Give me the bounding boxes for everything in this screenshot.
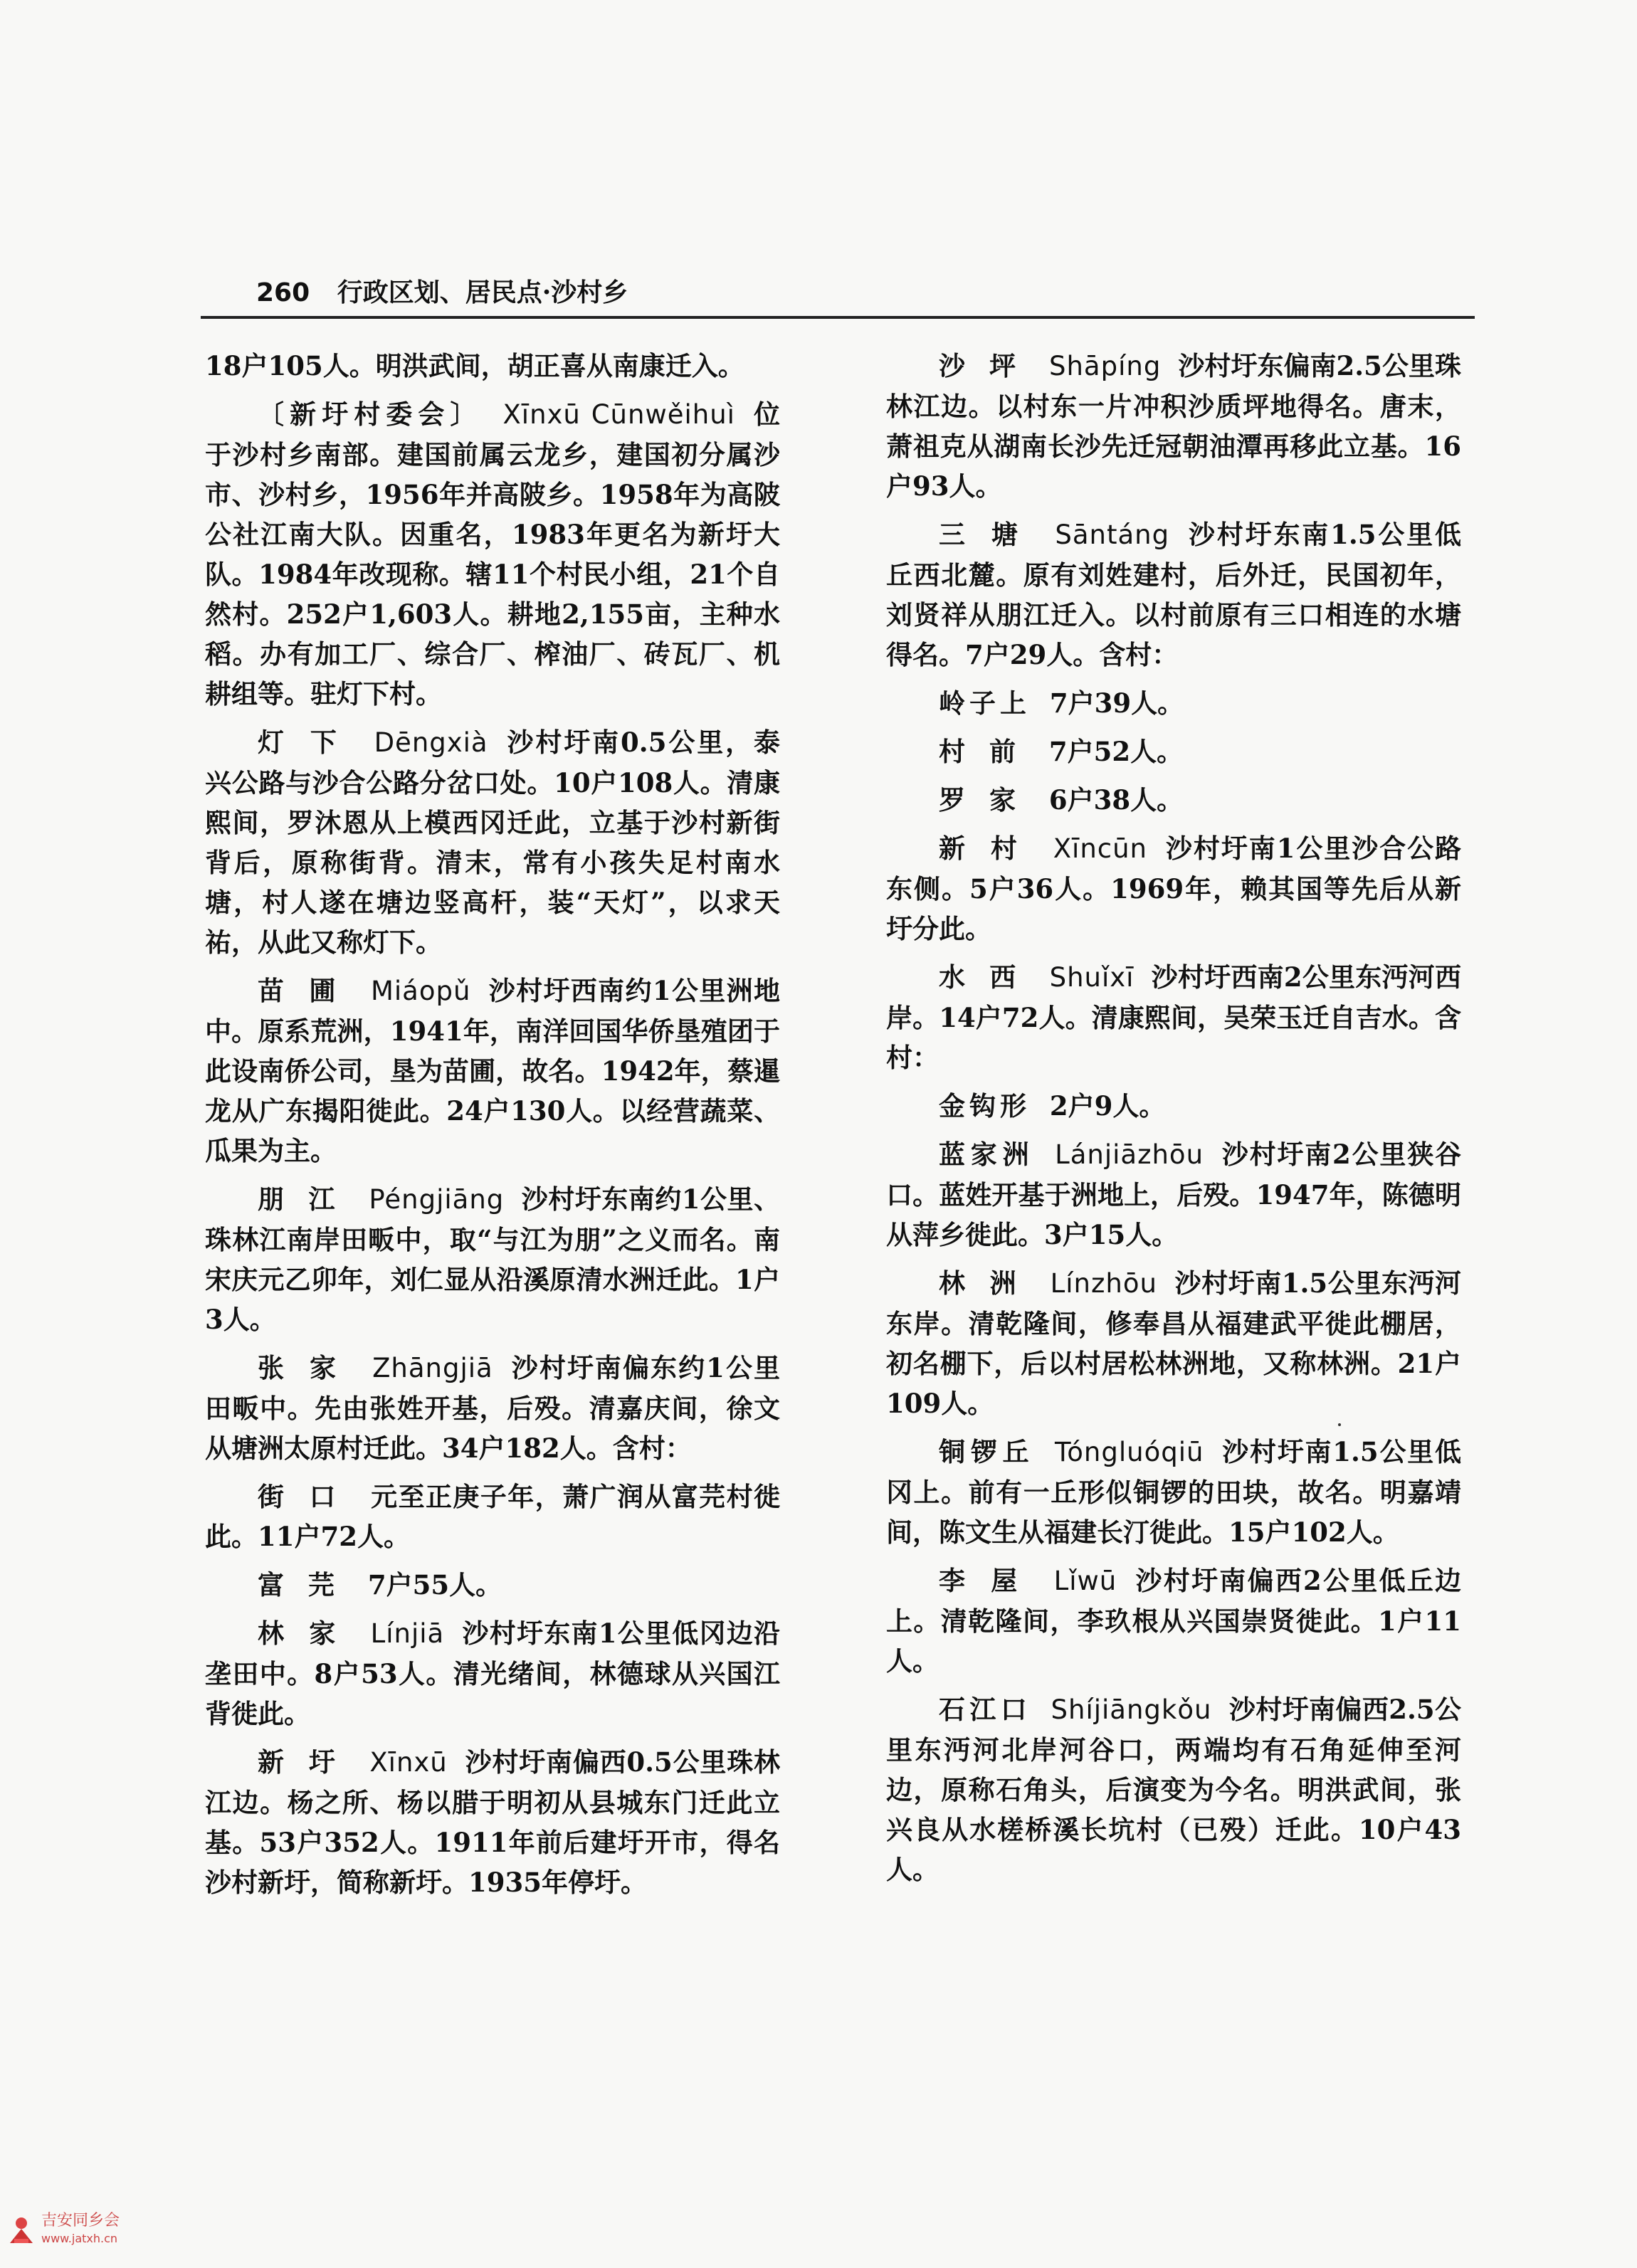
place-entry — [205, 1613, 780, 1734]
entry-pinyin: Xīnxū Cūnwěihuì — [502, 399, 735, 430]
place-entry — [205, 394, 780, 714]
entry-text: 沙村圩南0.5公里，泰兴公路与沙合公路分岔口处。10户108人。清康熙间，罗沐恩从上模西冈迁此，立基于沙村新街背后，原称街背。清末，常有小孩失足村南水塘，村人遂在塘边竖高杆，装“天灯”，以求天祐，从此又称灯下。 — [205, 727, 780, 958]
entry-text: 18户105人。明洪武间，胡正喜从南康迁入。 — [205, 350, 744, 381]
entry-text: 沙村圩南1公里沙合公路东侧。5户36人。1969年，赖其国等先后从新圩分此。 — [886, 833, 1461, 944]
watermark — [7, 2212, 192, 2254]
entry-text: 沙村圩南2公里狭谷口。蓝姓开基于洲地上，后殁。1947年，陈德明从萍乡徙此。3户15人。 — [886, 1139, 1461, 1250]
entry-term: 石江口 — [939, 1694, 1032, 1725]
entry-term: 铜锣丘 — [939, 1436, 1035, 1467]
entry-pinyin: Tóngluóqiū — [1054, 1437, 1204, 1467]
entry-term: 苗圃 — [258, 975, 361, 1006]
sub-entry — [205, 1565, 780, 1605]
continuation-text — [205, 346, 780, 386]
entry-term: 村前 — [939, 736, 1040, 767]
entry-term: 水西 — [939, 961, 1041, 993]
entry-text: 沙村圩东南1公里低冈边沿垄田中。8户53人。清光绪间，林德球从兴国江背徙此。 — [205, 1618, 781, 1729]
entry-pinyin: Xīnxū — [369, 1747, 448, 1778]
header-title: 行政区划、居民点·沙村乡 — [337, 278, 628, 307]
right-column — [886, 346, 1461, 1898]
entry-term: 罗家 — [939, 784, 1040, 816]
place-entry — [886, 828, 1461, 949]
sub-entry — [205, 1477, 780, 1556]
sub-entry — [886, 683, 1461, 723]
place-entry — [886, 1134, 1461, 1255]
entry-pinyin: Línjiā — [370, 1618, 445, 1649]
entry-text: 沙村圩南偏西0.5公里珠林江边。杨之所、杨以腊于明初从县城东门迁此立基。53户352人。1911年前后建圩开市，得名沙村新圩，简称新圩。1935年停圩。 — [205, 1746, 781, 1898]
entry-text: 沙村圩南偏西2.5公里东沔河北岸河谷口，两端均有石角延伸至河边，原称石角头，后演变为今名。明洪武间，张兴良从水槎桥溪长坑村（已殁）迁此。10户43人。 — [886, 1694, 1462, 1885]
entry-text: 7户55人。 — [367, 1569, 502, 1600]
place-entry — [205, 1742, 780, 1902]
entry-term: 朋江 — [258, 1183, 359, 1215]
entry-text: 7户39人。 — [1049, 687, 1184, 719]
entry-term: 沙坪 — [939, 350, 1041, 381]
place-entry — [886, 1689, 1461, 1889]
entry-term: 新圩 — [258, 1746, 360, 1778]
place-entry — [886, 957, 1461, 1077]
watermark-title: 吉安同乡会 — [41, 2212, 120, 2230]
entry-term: 灯下 — [258, 727, 363, 758]
entry-term: 富芫 — [258, 1569, 359, 1600]
entry-term: 张家 — [258, 1352, 362, 1383]
entry-pinyin: Shāpíng — [1049, 351, 1162, 381]
entry-term: 林洲 — [939, 1267, 1041, 1299]
entry-pinyin: Miáopǔ — [370, 976, 471, 1006]
sub-entry — [886, 1086, 1461, 1126]
entry-text: 沙村圩南偏东约1公里田畈中。先由张姓开基，后殁。清嘉庆间，徐文从塘洲太原村迁此。34户182人。含村： — [205, 1352, 781, 1464]
entry-text: 沙村圩西南2公里东沔河西岸。14户72人。清康熙间，吴荣玉迁自吉水。含村： — [886, 961, 1461, 1073]
entry-term: 林家 — [258, 1618, 361, 1649]
place-entry — [886, 1432, 1461, 1552]
entry-text: 元至正庚子年，萧广润从富芫村徙此。11户72人。 — [205, 1481, 781, 1552]
entry-pinyin: Péngjiāng — [369, 1184, 505, 1215]
page-header — [256, 273, 1495, 312]
entry-text: 2户9人。 — [1049, 1090, 1166, 1122]
sub-entry — [886, 780, 1461, 820]
entry-text: 沙村圩东南1.5公里低丘西北麓。原有刘姓建村，后外迁，民国初年，刘贤祥从朋江迁入。以村前原有三口相连的水塘得名。7户29人。含村： — [886, 519, 1461, 670]
entry-text: 沙村圩南1.5公里低冈上。前有一丘形似铜锣的田块，故名。明嘉靖间，陈文生从福建长汀徙此。15户102人。 — [886, 1436, 1461, 1548]
entry-term: 三塘 — [939, 519, 1044, 550]
entry-term: 蓝家洲 — [939, 1139, 1035, 1170]
place-entry — [205, 971, 780, 1171]
place-entry — [205, 1348, 780, 1468]
entry-text: 沙村圩东偏南2.5公里珠林江边。以村东一片冲积沙质坪地得名。唐末，萧祖克从湖南长沙先迁冠朝油潭再移此立基。16户93人。 — [886, 350, 1462, 502]
entry-text: 7户52人。 — [1048, 736, 1184, 767]
entry-term: 岭子上 — [939, 687, 1031, 719]
entry-text: 位于沙村乡南部。建国前属云龙乡，建国初分属沙市、沙村乡，1956年并高陂乡。1958年为高陂公社江南大队。因重名，1983年更名为新圩大队。1984年改现称。辖11个村民小组，21个自然村。252户1,603人。耕地2,155亩，主种水稻。办有加工厂、综合厂、榨油厂、砖瓦厂、机耕组等。驻灯下村。 — [205, 399, 781, 710]
sub-entry — [886, 732, 1461, 771]
entry-term: 〔新圩村委会〕 — [258, 399, 483, 430]
entry-term: 金钩形 — [939, 1090, 1031, 1122]
header-rule — [201, 316, 1475, 319]
entry-text: 6户38人。 — [1048, 784, 1184, 816]
place-entry — [205, 722, 780, 962]
place-entry — [886, 1561, 1461, 1681]
entry-pinyin: Xīncūn — [1053, 833, 1148, 864]
watermark-logo-icon — [7, 2212, 36, 2246]
entry-pinyin: Sāntáng — [1055, 519, 1170, 550]
watermark-url: www.jatxh.cn — [41, 2232, 118, 2245]
entry-pinyin: Zhāngjiā — [372, 1353, 493, 1383]
place-entry — [886, 1263, 1461, 1423]
entry-pinyin: Shíjiāngkǒu — [1051, 1694, 1212, 1725]
entry-pinyin: Lánjiāzhōu — [1055, 1139, 1204, 1170]
entry-term: 李屋 — [939, 1565, 1043, 1596]
page-number: 260 — [256, 278, 310, 307]
entry-pinyin: Shuǐxī — [1049, 962, 1135, 993]
entry-pinyin: Dēngxià — [374, 727, 488, 758]
scan-speck — [1338, 1423, 1341, 1426]
place-entry — [886, 346, 1461, 506]
entry-text: 沙村圩东南约1公里、珠林江南岸田畈中，取“与江为朋”之义而名。南宋庆元乙卯年，刘仁显从沿溪原清水洲迁此。1户3人。 — [205, 1183, 780, 1335]
place-entry — [205, 1179, 780, 1339]
entry-pinyin: Línzhōu — [1050, 1268, 1157, 1299]
place-entry — [886, 515, 1461, 675]
left-column — [205, 346, 780, 1911]
entry-text: 沙村圩西南约1公里洲地中。原系荒洲，1941年，南洋回国华侨垦殖团于此设南侨公司，垦为苗圃，故名。1942年，蔡暹龙从广东揭阳徙此。24户130人。以经营蔬菜、瓜果为主。 — [205, 975, 780, 1166]
entry-pinyin: Lǐwū — [1053, 1566, 1117, 1596]
entry-text: 沙村圩南1.5公里东沔河东岸。清乾隆间，修奉昌从福建武平徙此棚居，初名棚下，后以村居松林洲地，又称林洲。21户109人。 — [886, 1267, 1462, 1419]
entry-term: 街口 — [258, 1481, 361, 1512]
entry-text: 沙村圩南偏西2公里低丘边上。清乾隆间，李玖根从兴国崇贤徙此。1户11人。 — [886, 1565, 1461, 1677]
entry-term: 新村 — [939, 833, 1043, 864]
